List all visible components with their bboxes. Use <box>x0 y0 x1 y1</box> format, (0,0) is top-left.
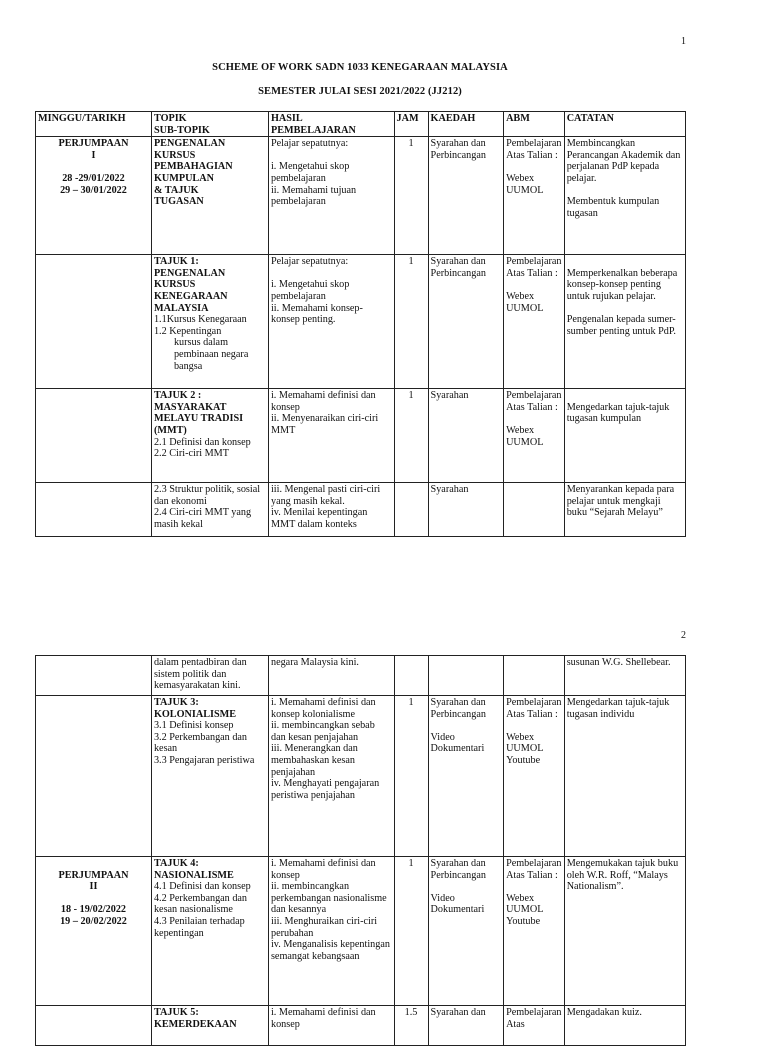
catatan-cell <box>564 389 685 483</box>
subtopic-item: 4.2 Perkembangan dan kesan nasionalisme <box>153 892 248 916</box>
meeting-date: 28 -29/01/2022 <box>62 172 125 184</box>
topik-cell <box>151 656 268 696</box>
abm-value: Webex UUMOL <box>506 424 544 448</box>
topic-line: TAJUK 2 : <box>153 390 202 402</box>
abm-value: Pembelajaran Atas Talian : <box>506 390 562 413</box>
meeting-label: PERJUMPAAN <box>58 138 129 150</box>
table-row <box>36 137 686 255</box>
topic-line: TAJUK 4: <box>153 858 199 869</box>
kaedah-cell <box>428 656 504 696</box>
abm-cell <box>504 1006 565 1046</box>
subtopic-item: 3.2 Perkembangan dan kesan <box>153 731 248 755</box>
hasil-cell <box>268 696 394 857</box>
kaedah-cell <box>428 255 504 389</box>
meeting-date: 18 - 19/02/2022 <box>60 904 127 916</box>
header-abm-label: ABM <box>506 113 530 124</box>
topic-line: NASIONALISME <box>153 869 234 881</box>
subtopic-item: 2.2 Ciri-ciri MMT <box>153 448 229 460</box>
header-pembelajaran-label: PEMBELAJARAN <box>270 124 356 136</box>
header-jam <box>394 112 428 137</box>
kaedah-cell <box>428 483 504 537</box>
document-title: SCHEME OF WORK SADN 1033 KENEGARAAN MALAYSIA <box>212 62 508 73</box>
hasil-cell <box>268 857 394 1006</box>
topik-cell <box>151 255 268 389</box>
abm-value: Pembelajaran Atas Talian : <box>506 256 562 279</box>
hasil-item: ii. membincangkan sebab dan kesan penjajahan <box>270 720 375 743</box>
catatan-value: Mengedarkan tajuk-tajuk tugasan kumpulan <box>566 401 670 425</box>
kaedah-value: Video Dokumentari <box>430 892 485 916</box>
header-catatan <box>564 112 685 137</box>
topik-cell <box>151 857 268 1006</box>
jam-cell <box>394 389 428 483</box>
topic-line: MASYARAKAT <box>153 401 227 413</box>
hasil-item: iii. Mengenal pasti ciri-ciri yang masih kekal. <box>270 484 381 507</box>
scheme-table-page-2 <box>35 655 686 1046</box>
catatan-value: Membentuk kumpulan tugasan <box>566 196 660 219</box>
hasil-cell <box>268 656 394 696</box>
abm-value: Webex UUMOL Youtube <box>506 892 544 927</box>
subtopic-item: 1.2 Kepentingan <box>153 325 222 337</box>
hasil-intro: Pelajar sepatutnya: <box>270 256 349 268</box>
topic-line: KOLONIALISME <box>153 708 237 720</box>
minggu-cell <box>36 389 152 483</box>
jam-value: 1 <box>408 858 414 869</box>
abm-cell <box>504 255 565 389</box>
hasil-cell <box>268 137 394 255</box>
catatan-value: susunan W.G. Shellebear. <box>566 657 671 668</box>
catatan-cell <box>564 255 685 389</box>
kaedah-cell <box>428 137 504 255</box>
hasil-cell <box>268 1006 394 1046</box>
topic-line: KEMERDEKAAN <box>153 1018 237 1030</box>
subtopic-item-continued: kursus dalam pembinaan negara bangsa <box>173 337 249 372</box>
header-minggu <box>36 112 152 137</box>
catatan-cell <box>564 656 685 696</box>
topic-line: TUGASAN <box>153 196 204 208</box>
header-kaedah-label: KAEDAH <box>430 113 476 124</box>
hasil-cell <box>268 255 394 389</box>
hasil-intro: Pelajar sepatutnya: <box>270 138 349 150</box>
catatan-cell <box>564 696 685 857</box>
hasil-item: negara Malaysia kini. <box>270 657 359 668</box>
abm-cell <box>504 656 565 696</box>
kaedah-cell <box>428 389 504 483</box>
page-separator <box>0 600 768 612</box>
abm-cell <box>504 389 565 483</box>
hasil-item: ii. Memahami konsep-konsep penting. <box>270 302 363 326</box>
kaedah-value: Syarahan dan Perbincangan <box>430 858 486 881</box>
hasil-item: iv. Menghayati pengajaran peristiwa penjajahan <box>270 778 380 801</box>
hasil-item: ii. Menyenaraikan ciri-ciri MMT <box>270 413 379 436</box>
hasil-item: i. Mengetahui skop pembelajaran <box>270 161 350 184</box>
meeting-date: 19 – 20/02/2022 <box>60 915 127 927</box>
hasil-item: i. Mengetahui skop pembelajaran <box>270 279 350 302</box>
header-abm <box>504 112 565 137</box>
subtopic-item: 2.1 Definisi dan konsep <box>153 436 251 448</box>
subtopic-item: 1.1Kursus Kenegaraan <box>153 314 247 326</box>
abm-cell <box>504 483 565 537</box>
hasil-item: iv. Menganalisis kepentingan semangat kebangsaan <box>270 939 390 962</box>
catatan-cell <box>564 483 685 537</box>
minggu-cell <box>36 857 152 1006</box>
topic-line: MALAYSIA <box>153 302 209 314</box>
header-kaedah <box>428 112 504 137</box>
minggu-cell <box>36 483 152 537</box>
jam-cell <box>394 483 428 537</box>
topic-line: KURSUS <box>153 279 196 291</box>
minggu-cell <box>36 656 152 696</box>
topik-cell <box>151 696 268 857</box>
jam-cell <box>394 1006 428 1046</box>
header-hasil <box>268 112 394 137</box>
table-row <box>36 857 686 1006</box>
meeting-date: 29 – 30/01/2022 <box>60 184 127 196</box>
subtopic-item: 4.1 Definisi dan konsep <box>153 881 251 893</box>
topik-cell <box>151 389 268 483</box>
catatan-value: Membincangkan Perancangan Akademik dan perjalanan PdP kepada pelajar. <box>566 138 681 184</box>
kaedah-value: Syarahan dan <box>430 1007 486 1018</box>
header-hasil-label: HASIL <box>270 113 303 124</box>
hasil-item: iii. Menerangkan dan membahaskan kesan penjajahan <box>270 743 358 778</box>
catatan-value: Mengemukakan tajuk buku oleh W.R. Roff, “Malays Nationalism”. <box>566 858 679 893</box>
kaedah-value: Video Dokumentari <box>430 731 485 755</box>
hasil-item: i. Memahami definisi dan konsep <box>270 1007 376 1030</box>
jam-value: 1.5 <box>404 1007 418 1018</box>
hasil-cell <box>268 483 394 537</box>
jam-value: 1 <box>408 390 414 402</box>
topik-cell <box>151 137 268 255</box>
topic-line: PENGENALAN <box>153 267 226 279</box>
meeting-number: II <box>89 881 98 893</box>
kaedah-value: Syarahan <box>430 390 469 402</box>
header-topik <box>151 112 268 137</box>
catatan-cell <box>564 1006 685 1046</box>
document-subtitle: SEMESTER JULAI SESI 2021/2022 (JJ212) <box>258 86 462 97</box>
page-number: 2 <box>681 630 686 641</box>
minggu-cell <box>36 255 152 389</box>
header-catatan-label: CATATAN <box>566 113 615 124</box>
hasil-item: ii. membincangkan perkembangan nasionalisme dan kesannya <box>270 881 387 916</box>
catatan-value: Memperkenalkan beberapa konsep-konsep penting untuk rujukan pelajar. <box>566 267 678 302</box>
jam-value: 1 <box>408 138 414 150</box>
hasil-item: iii. Menghuraikan ciri-ciri perubahan <box>270 915 378 939</box>
meeting-label: PERJUMPAAN <box>58 869 129 881</box>
header-jam-label: JAM <box>396 113 419 124</box>
catatan-cell <box>564 857 685 1006</box>
topik-cell <box>151 483 268 537</box>
hasil-item: i. Memahami definisi dan konsep kolonialisme <box>270 697 376 720</box>
subtopic-item: 2.3 Struktur politik, sosial dan ekonomi <box>153 484 261 507</box>
kaedah-value: Syarahan dan Perbincangan <box>430 138 486 161</box>
minggu-cell <box>36 696 152 857</box>
jam-cell <box>394 656 428 696</box>
abm-value: Pembelajaran Atas Talian : <box>506 858 562 881</box>
subtopic-item: 2.4 Ciri-ciri MMT yang masih kekal <box>153 507 252 530</box>
jam-cell <box>394 137 428 255</box>
abm-cell <box>504 857 565 1006</box>
table-row <box>36 696 686 857</box>
kaedah-cell <box>428 1006 504 1046</box>
scheme-table-page-1 <box>35 111 686 537</box>
jam-value: 1 <box>408 697 414 708</box>
catatan-value: Mengadakan kuiz. <box>566 1007 642 1018</box>
topic-line: TAJUK 3: <box>153 697 199 708</box>
jam-value: 1 <box>408 256 414 268</box>
page-number: 1 <box>681 36 686 47</box>
subtopic-item: 3.3 Pengajaran peristiwa <box>153 754 255 766</box>
topic-line: PENGENALAN <box>153 138 226 150</box>
topic-line: & TAJUK <box>153 184 199 196</box>
topic-line: TAJUK 1: <box>153 256 199 268</box>
topic-line: PEMBAHAGIAN <box>153 161 233 173</box>
abm-value: Webex UUMOL <box>506 290 544 314</box>
topic-line: KURSUS <box>153 149 196 161</box>
abm-value: Pembelajaran Atas <box>506 1007 562 1030</box>
minggu-cell <box>36 137 152 255</box>
topic-line: TAJUK 5: <box>153 1007 199 1018</box>
table-row <box>36 389 686 483</box>
document-page-2 <box>0 612 768 1030</box>
abm-cell <box>504 137 565 255</box>
subtopic-item: 4.3 Penilaian terhadap kepentingan <box>153 915 245 939</box>
abm-value: Pembelajaran Atas Talian : <box>506 138 562 161</box>
topik-cell <box>151 1006 268 1046</box>
header-topik-label: TOPIK <box>153 113 187 124</box>
catatan-value: Mengedarkan tajuk-tajuk tugasan individu <box>566 697 670 720</box>
topic-line: MELAYU TRADISI <box>153 413 244 425</box>
hasil-item: i. Memahami definisi dan konsep <box>270 858 376 881</box>
hasil-item: i. Memahami definisi dan konsep <box>270 390 376 413</box>
table-header-row <box>36 112 686 137</box>
abm-cell <box>504 696 565 857</box>
jam-cell <box>394 857 428 1006</box>
jam-cell <box>394 696 428 857</box>
table-row <box>36 1006 686 1046</box>
abm-value: Webex UUMOL Youtube <box>506 731 544 766</box>
kaedah-cell <box>428 696 504 857</box>
hasil-item: ii. Memahami tujuan pembelajaran <box>270 184 357 208</box>
kaedah-cell <box>428 857 504 1006</box>
header-subtopik-label: SUB-TOPIK <box>153 124 210 136</box>
jam-cell <box>394 255 428 389</box>
kaedah-value: Syarahan <box>430 484 469 496</box>
minggu-cell <box>36 1006 152 1046</box>
abm-value: Webex UUMOL <box>506 172 544 196</box>
catatan-cell <box>564 137 685 255</box>
header-minggu-label: MINGGU/TARIKH <box>38 113 126 124</box>
table-row <box>36 656 686 696</box>
catatan-value: Menyarankan kepada para pelajar untuk mengkaji buku “Sejarah Melayu” <box>566 484 675 519</box>
hasil-cell <box>268 389 394 483</box>
hasil-item: iv. Menilai kepentingan MMT dalam konteks <box>270 507 368 530</box>
subtopic-item: 3.1 Definisi konsep <box>153 720 234 732</box>
table-row <box>36 255 686 389</box>
subtopic-item: dalam pentadbiran dan sistem politik dan kemasyarakatan kini. <box>153 657 247 692</box>
topic-line: KUMPULAN <box>153 172 214 184</box>
catatan-value: Pengenalan kepada sumer-sumber penting untuk PdP. <box>566 314 676 337</box>
kaedah-value: Syarahan dan Perbincangan <box>430 256 486 279</box>
kaedah-value: Syarahan dan Perbincangan <box>430 697 486 720</box>
topic-line: KENEGARAAN <box>153 290 228 302</box>
topic-line: (MMT) <box>153 424 187 436</box>
table-row <box>36 483 686 537</box>
abm-value: Pembelajaran Atas Talian : <box>506 697 562 720</box>
meeting-number: I <box>91 149 96 161</box>
